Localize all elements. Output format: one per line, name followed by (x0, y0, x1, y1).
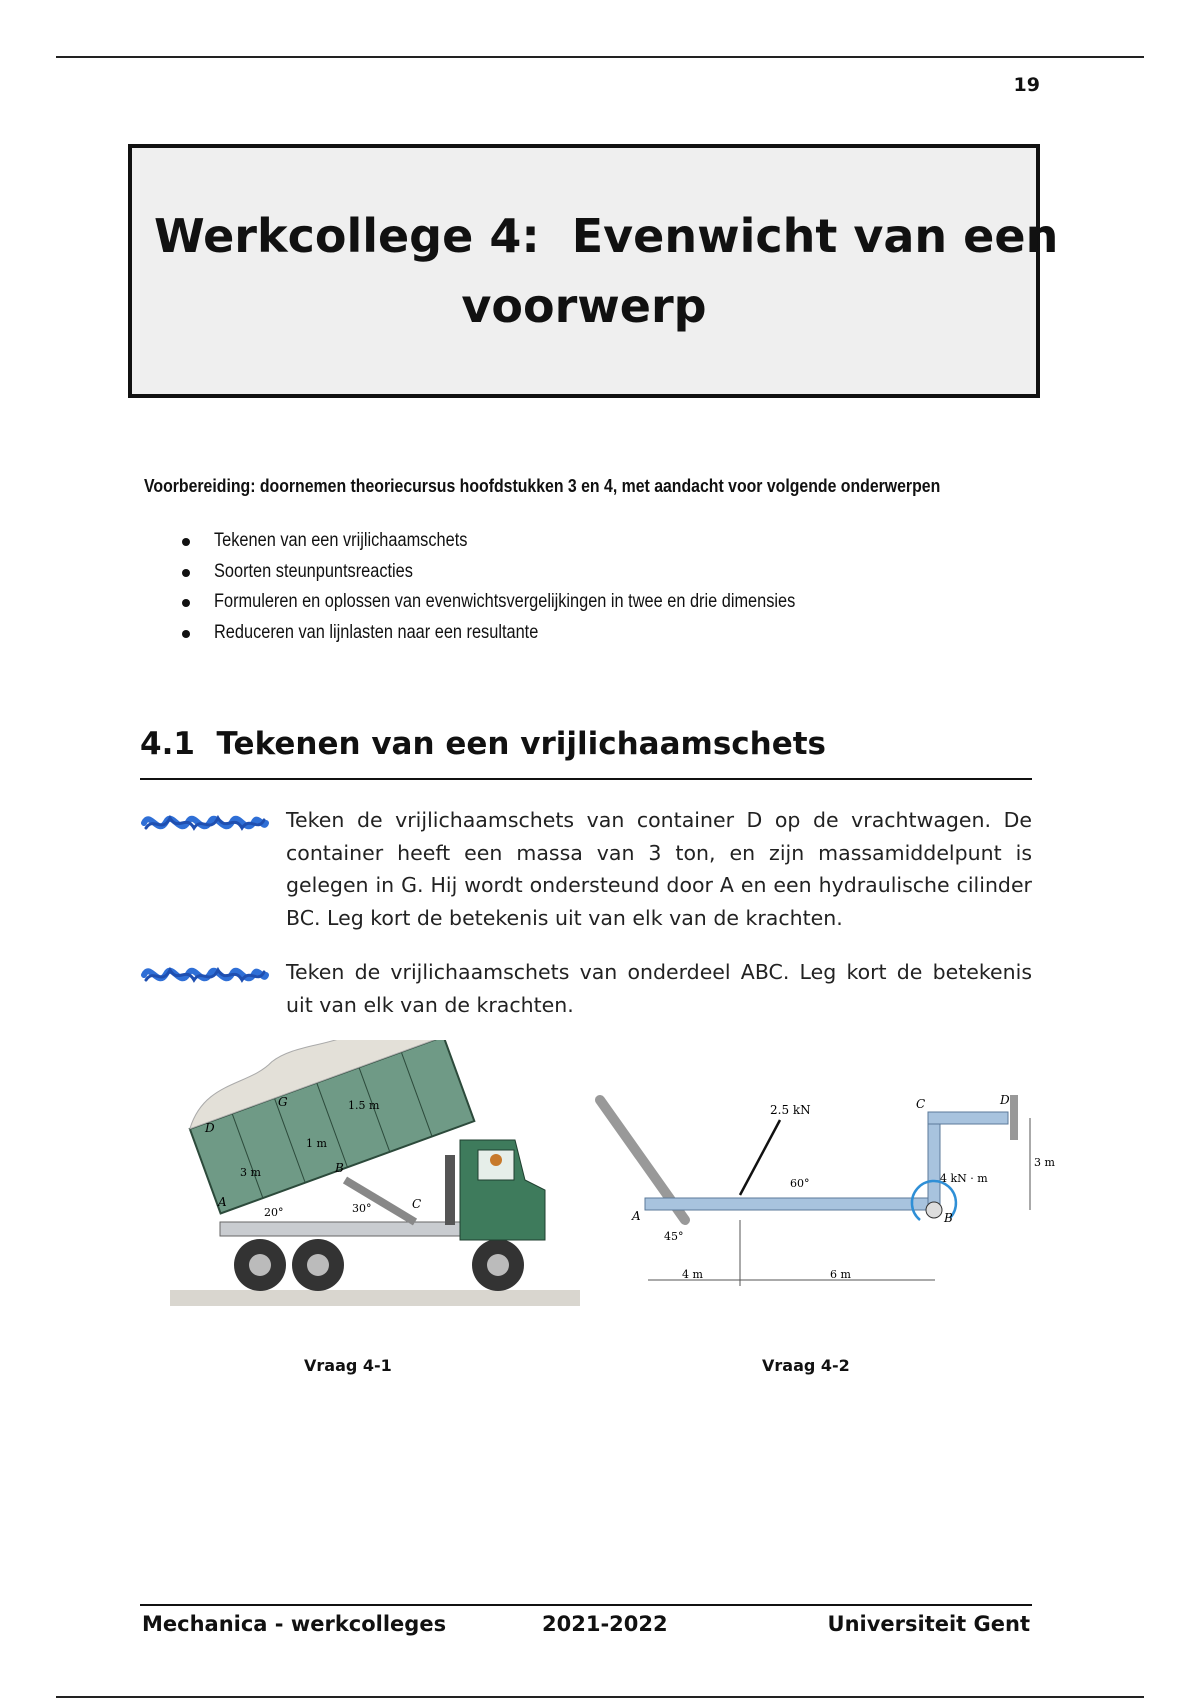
list-item: Soorten steunpuntsreacties (176, 557, 890, 588)
label-a: A (218, 1195, 227, 1209)
member-bc (928, 1112, 940, 1210)
label-g: G (278, 1095, 288, 1109)
container-d (176, 1040, 474, 1213)
ground (170, 1290, 580, 1306)
truck-wheel (292, 1239, 344, 1291)
label-b: B (944, 1211, 953, 1225)
footer-year: 2021-2022 (542, 1612, 668, 1636)
question-4-2 (140, 956, 1034, 1026)
label-6m: 6 m (830, 1268, 851, 1281)
figure-caption-4-2: Vraag 4-2 (762, 1356, 850, 1375)
section-title: Tekenen van een vrijlichaamschets (216, 726, 827, 762)
truck-wheel (234, 1239, 286, 1291)
question-text: Teken de vrijlichaamschets van container D op de vrachtwagen. De container heeft een massa van 3 ton, en zijn massamiddelpunt is gelegen in G. Hij wordt ondersteund door A en een hydraulische cilinder BC. Leg kort de betekenis uit van elk van de krachten. (286, 808, 1032, 930)
label-3m: 3 m (240, 1166, 261, 1179)
label-c: C (412, 1197, 422, 1211)
top-rule (56, 56, 1144, 58)
bullet-icon (182, 538, 190, 546)
preparation-heading: Voorbereiding: doornemen theoriecursus hoofdstukken 3 en 4, met aandacht voor volgende onderwerpen (144, 476, 941, 496)
redacted-label-scribble-icon (140, 808, 270, 838)
label-c: C (916, 1097, 926, 1111)
driver-icon (490, 1154, 502, 1166)
force-arrow-icon (740, 1120, 780, 1195)
label-45deg: 45° (664, 1230, 684, 1243)
topic-list (176, 526, 890, 648)
list-item: Tekenen van een vrijlichaamschets (176, 526, 890, 557)
label-1-5m: 1.5 m (348, 1099, 380, 1112)
footer-rule (140, 1604, 1032, 1606)
label-moment: 4 kN · m (940, 1172, 988, 1185)
pin-b (926, 1202, 942, 1218)
hydraulic-cylinder-bc (345, 1180, 415, 1222)
label-30deg: 30° (352, 1202, 372, 1215)
truck-wheel (472, 1239, 524, 1291)
label-4m: 4 m (682, 1268, 703, 1281)
label-d: D (1000, 1093, 1010, 1107)
chapter-title-box (128, 144, 1059, 398)
list-item: Formuleren en oplossen van evenwichtsvergelijkingen in twee en drie dimensies (176, 587, 890, 618)
footer-course: Mechanica - werkcolleges (142, 1612, 447, 1636)
page-number: 19 (1013, 74, 1040, 96)
bullet-icon (182, 630, 190, 638)
label-d: D (205, 1121, 215, 1135)
truck-chassis (220, 1222, 500, 1236)
member-cd (928, 1112, 1008, 1124)
section-rule (140, 778, 1032, 780)
chapter-title (154, 201, 1059, 341)
question-text: Teken de vrijlichaamschets van onderdeel ABC. Leg kort de betekenis uit van elk van de krachten. (286, 960, 1032, 1017)
wall-d (1010, 1095, 1018, 1140)
section-heading (140, 726, 826, 762)
label-a: A (632, 1209, 641, 1223)
exhaust-stack (445, 1155, 455, 1225)
question-4-1 (140, 804, 1034, 934)
bullet-icon (182, 569, 190, 577)
label-3m: 3 m (1034, 1156, 1055, 1169)
figure-dump-truck (160, 1040, 590, 1320)
bullet-icon (182, 599, 190, 607)
member-ab (645, 1198, 935, 1210)
chapter-title-line2: voorwerp (461, 279, 707, 333)
section-number: 4.1 (140, 726, 195, 762)
label-2-5kn: 2.5 kN (770, 1103, 811, 1117)
label-1m: 1 m (306, 1137, 327, 1150)
figure-frame-abc (590, 1080, 1060, 1300)
label-20deg: 20° (264, 1206, 284, 1219)
chapter-title-line1: Werkcollege 4: Evenwicht van een (154, 209, 1059, 263)
redacted-label-scribble-icon (140, 960, 270, 990)
label-b: B (335, 1161, 344, 1175)
label-60deg: 60° (790, 1177, 810, 1190)
figure-caption-4-1: Vraag 4-1 (304, 1356, 392, 1375)
footer-university: Universiteit Gent (827, 1612, 1030, 1636)
bottom-rule (56, 1696, 1144, 1698)
list-item: Reduceren van lijnlasten naar een resultante (176, 618, 890, 649)
